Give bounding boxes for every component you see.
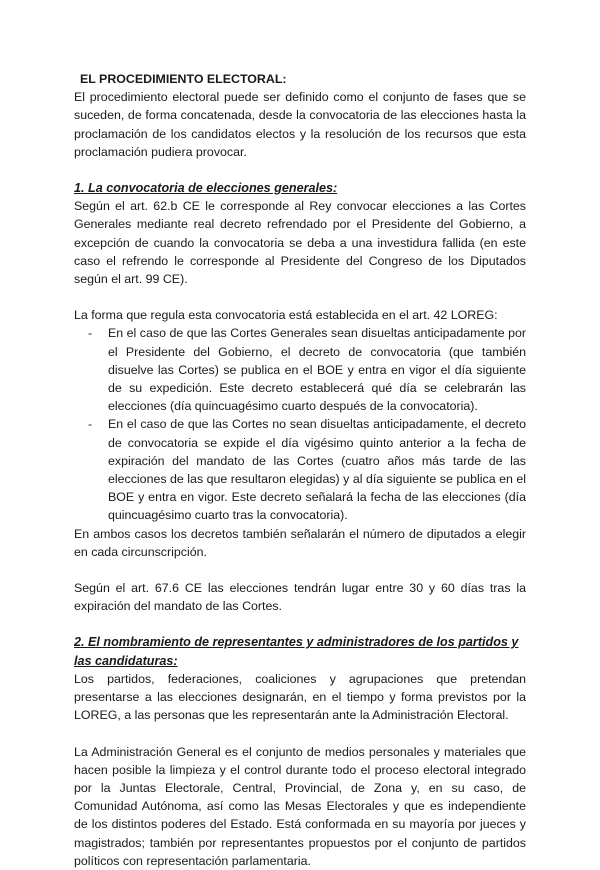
list-item-text: En el caso de que las Cortes Generales sean disueltas anticipadamente por el Presidente del Gobierno, el decreto de convocatoria (que también disuelve las Cortes) se publica en el BOE y entra en vigor el día siguiente de su expedición. Este decreto establecerá qué día se celebrarán las elecciones (día quincuagésimo cuarto después de la convocatoria). <box>108 326 526 414</box>
document-title: EL PROCEDIMIENTO ELECTORAL: <box>80 72 287 86</box>
convocatoria-list <box>74 324 526 524</box>
section-1-paragraph-1: Según el art. 62.b CE le corresponde al Rey convocar elecciones a las Cortes Generales mediante real decreto refrendado por el Presidente del Gobierno, a excepción de cuando la convocatoria se deba a una investidura fallida (en este caso el refrendo le corresponde al Presidente del Congreso de los Diputados según el art. 99 CE). <box>74 199 526 287</box>
spacer <box>74 561 526 579</box>
section-2-paragraph-1: Los partidos, federaciones, coaliciones y agrupaciones que pretendan presentarse a las elecciones designarán, en el tiempo y forma previstos por la LOREG, a las personas que les representarán ante la Administración Electoral. <box>74 671 526 723</box>
list-item <box>88 415 526 524</box>
section-1-heading: 1. La convocatoria de elecciones generales: <box>74 181 338 196</box>
section-1-paragraph-4: Según el art. 67.6 CE las elecciones tendrán lugar entre 30 y 60 días tras la expiración del mandato de las Cortes. <box>74 581 526 614</box>
dash-bullet: - <box>88 417 93 432</box>
spacer <box>74 615 526 633</box>
list-item-text: En el caso de que las Cortes no sean disueltas anticipadamente, el decreto de convocatoria se expide el día vigésimo quinto anterior a la fecha de expiración del mandato de las Cortes (cuatro años más tarde de las elecciones de las que resultaron elegidas) y al día siguiente se publica en el BOE y entra en vigor. Este decreto señalará la fecha de las elecciones (día quincuagésimo cuarto tras la convocatoria). <box>108 417 526 523</box>
section-1-paragraph-3: En ambos casos los decretos también señalarán el número de diputados a elegir en cada circunscripción. <box>74 526 526 559</box>
list-item <box>88 324 526 415</box>
spacer <box>74 161 526 179</box>
spacer <box>74 288 526 306</box>
section-1-paragraph-2: La forma que regula esta convocatoria está establecida en el art. 42 LOREG: <box>74 308 498 323</box>
dash-bullet: - <box>88 326 93 341</box>
document-page <box>74 70 526 870</box>
intro-paragraph: El procedimiento electoral puede ser definido como el conjunto de fases que se suceden, de forma concatenada, desde la convocatoria de las elecciones hasta la proclamación de los candidatos electos y la resolución de los recursos que esta proclamación pudiera provocar. <box>74 90 526 159</box>
spacer <box>74 725 526 743</box>
section-2-heading: 2. El nombramiento de representantes y administradores de los partidos y las candidaturas: <box>74 635 519 668</box>
section-2-paragraph-2: La Administración General es el conjunto de medios personales y materiales que hacen posible la limpieza y el control durante todo el proceso electoral integrado por la Juntas Electorale, Central, Provincial, de Zona y, en su caso, de Comunidad Autónoma, así como las Mesas Electorales y que es independiente de los distintos poderes del Estado. Está conformada en su mayoría por jueces y magistrados; también por representantes propuestos por el conjunto de partidos políticos con representación parlamentaria. <box>74 744 526 868</box>
